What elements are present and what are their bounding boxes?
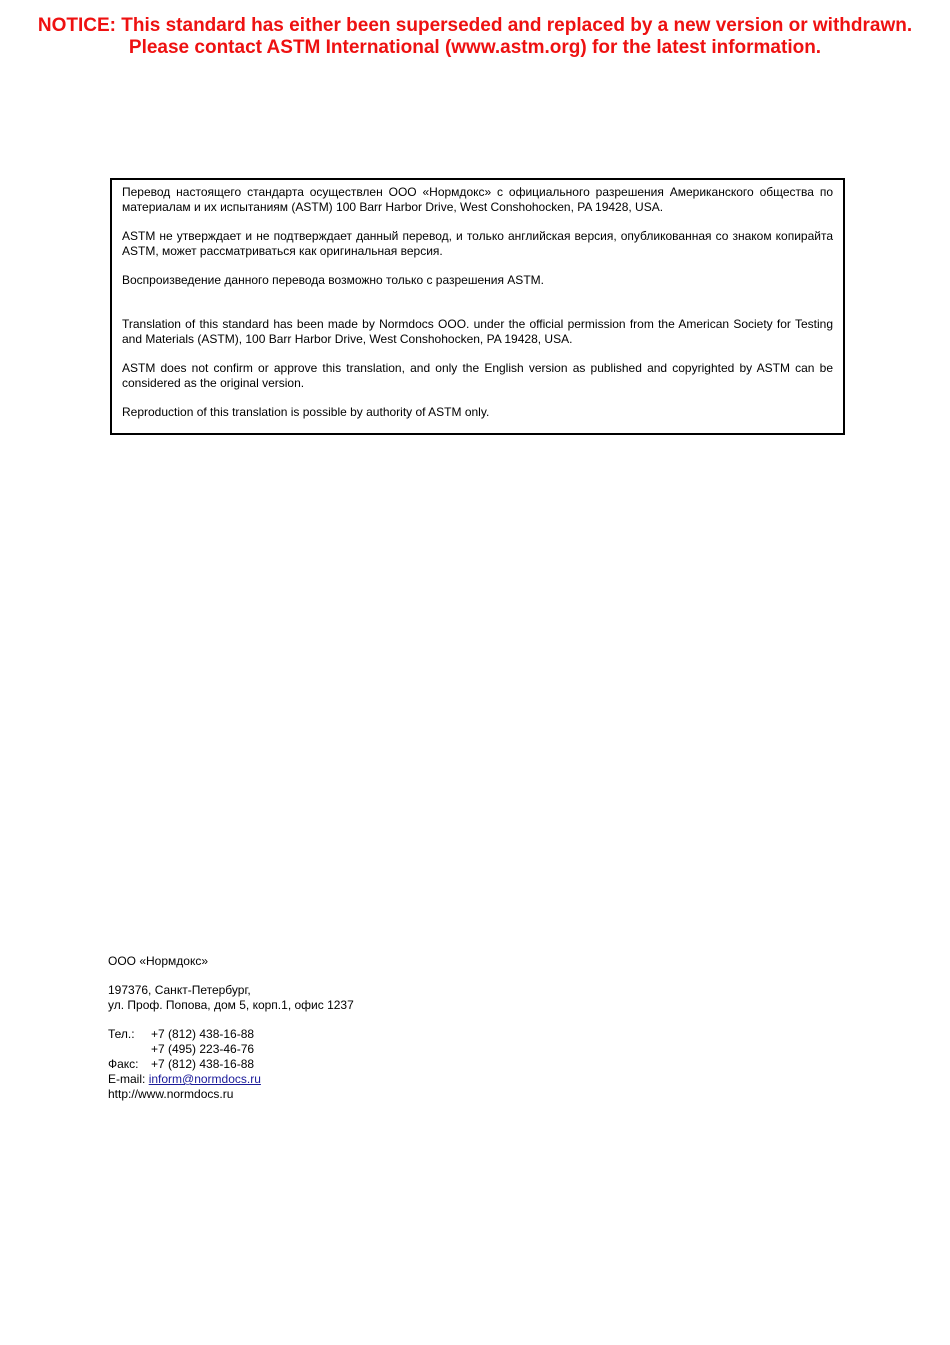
- email-row: [108, 1072, 508, 1087]
- email-link[interactable]: inform@normdocs.ru: [148, 1072, 261, 1086]
- address-line-1: 197376, Санкт-Петербург,: [108, 983, 251, 997]
- fax-number: +7 (812) 438-16-88: [151, 1057, 255, 1071]
- website-url[interactable]: http://www.normdocs.ru: [108, 1087, 234, 1101]
- address-line-2: ул. Проф. Попова, дом 5, корп.1, офис 1237: [108, 998, 354, 1012]
- ru-paragraph-2: ASTM не утверждает и не подтверждает данный перевод, и только английская версия, опубликованная со знаком копирайта ASTM, может рассматриваться как оригинальная версия.: [122, 229, 833, 258]
- phone-number-2: +7 (495) 223-46-76: [151, 1042, 255, 1056]
- notice-line-2: Please contact ASTM International (www.astm.org) for the latest information.: [128, 37, 822, 58]
- withdrawal-notice: [0, 15, 950, 59]
- fax-label: Факс:: [108, 1057, 139, 1071]
- company-name: ООО «Нормдокс»: [108, 954, 209, 968]
- en-paragraph-3: Reproduction of this translation is possible by authority of ASTM only.: [122, 405, 490, 419]
- en-paragraph-1: Translation of this standard has been made by Normdocs OOO. under the official permission from the American Society for Testing and Materials (ASTM), 100 Barr Harbor Drive, West Conshohocken, PA 19428, USA.: [122, 317, 833, 346]
- fax-row: [108, 1057, 508, 1072]
- email-label: E-mail:: [108, 1072, 146, 1086]
- notice-line-1: NOTICE: This standard has either been superseded and replaced by a new version or withdrawn.: [37, 15, 913, 36]
- phone-number-1: +7 (812) 438-16-88: [151, 1027, 255, 1041]
- en-paragraph-2: ASTM does not confirm or approve this translation, and only the English version as published and copyrighted by ASTM can be considered as the original version.: [122, 361, 833, 390]
- ru-paragraph-1: Перевод настоящего стандарта осуществлен ООО «Нормдокс» с официального разрешения Американского общества по материалам и их испытаниям (ASTM) 100 Barr Harbor Drive, West Conshohocken, PA 19428, USA.: [122, 185, 833, 214]
- phone-row-2: [108, 1042, 508, 1057]
- phone-label: Тел.:: [108, 1027, 135, 1041]
- translation-notice-box: [110, 178, 845, 435]
- phone-row-1: [108, 1027, 508, 1042]
- contact-block: [108, 954, 508, 1102]
- ru-paragraph-3: Воспроизведение данного перевода возможно только с разрешения ASTM.: [122, 273, 544, 287]
